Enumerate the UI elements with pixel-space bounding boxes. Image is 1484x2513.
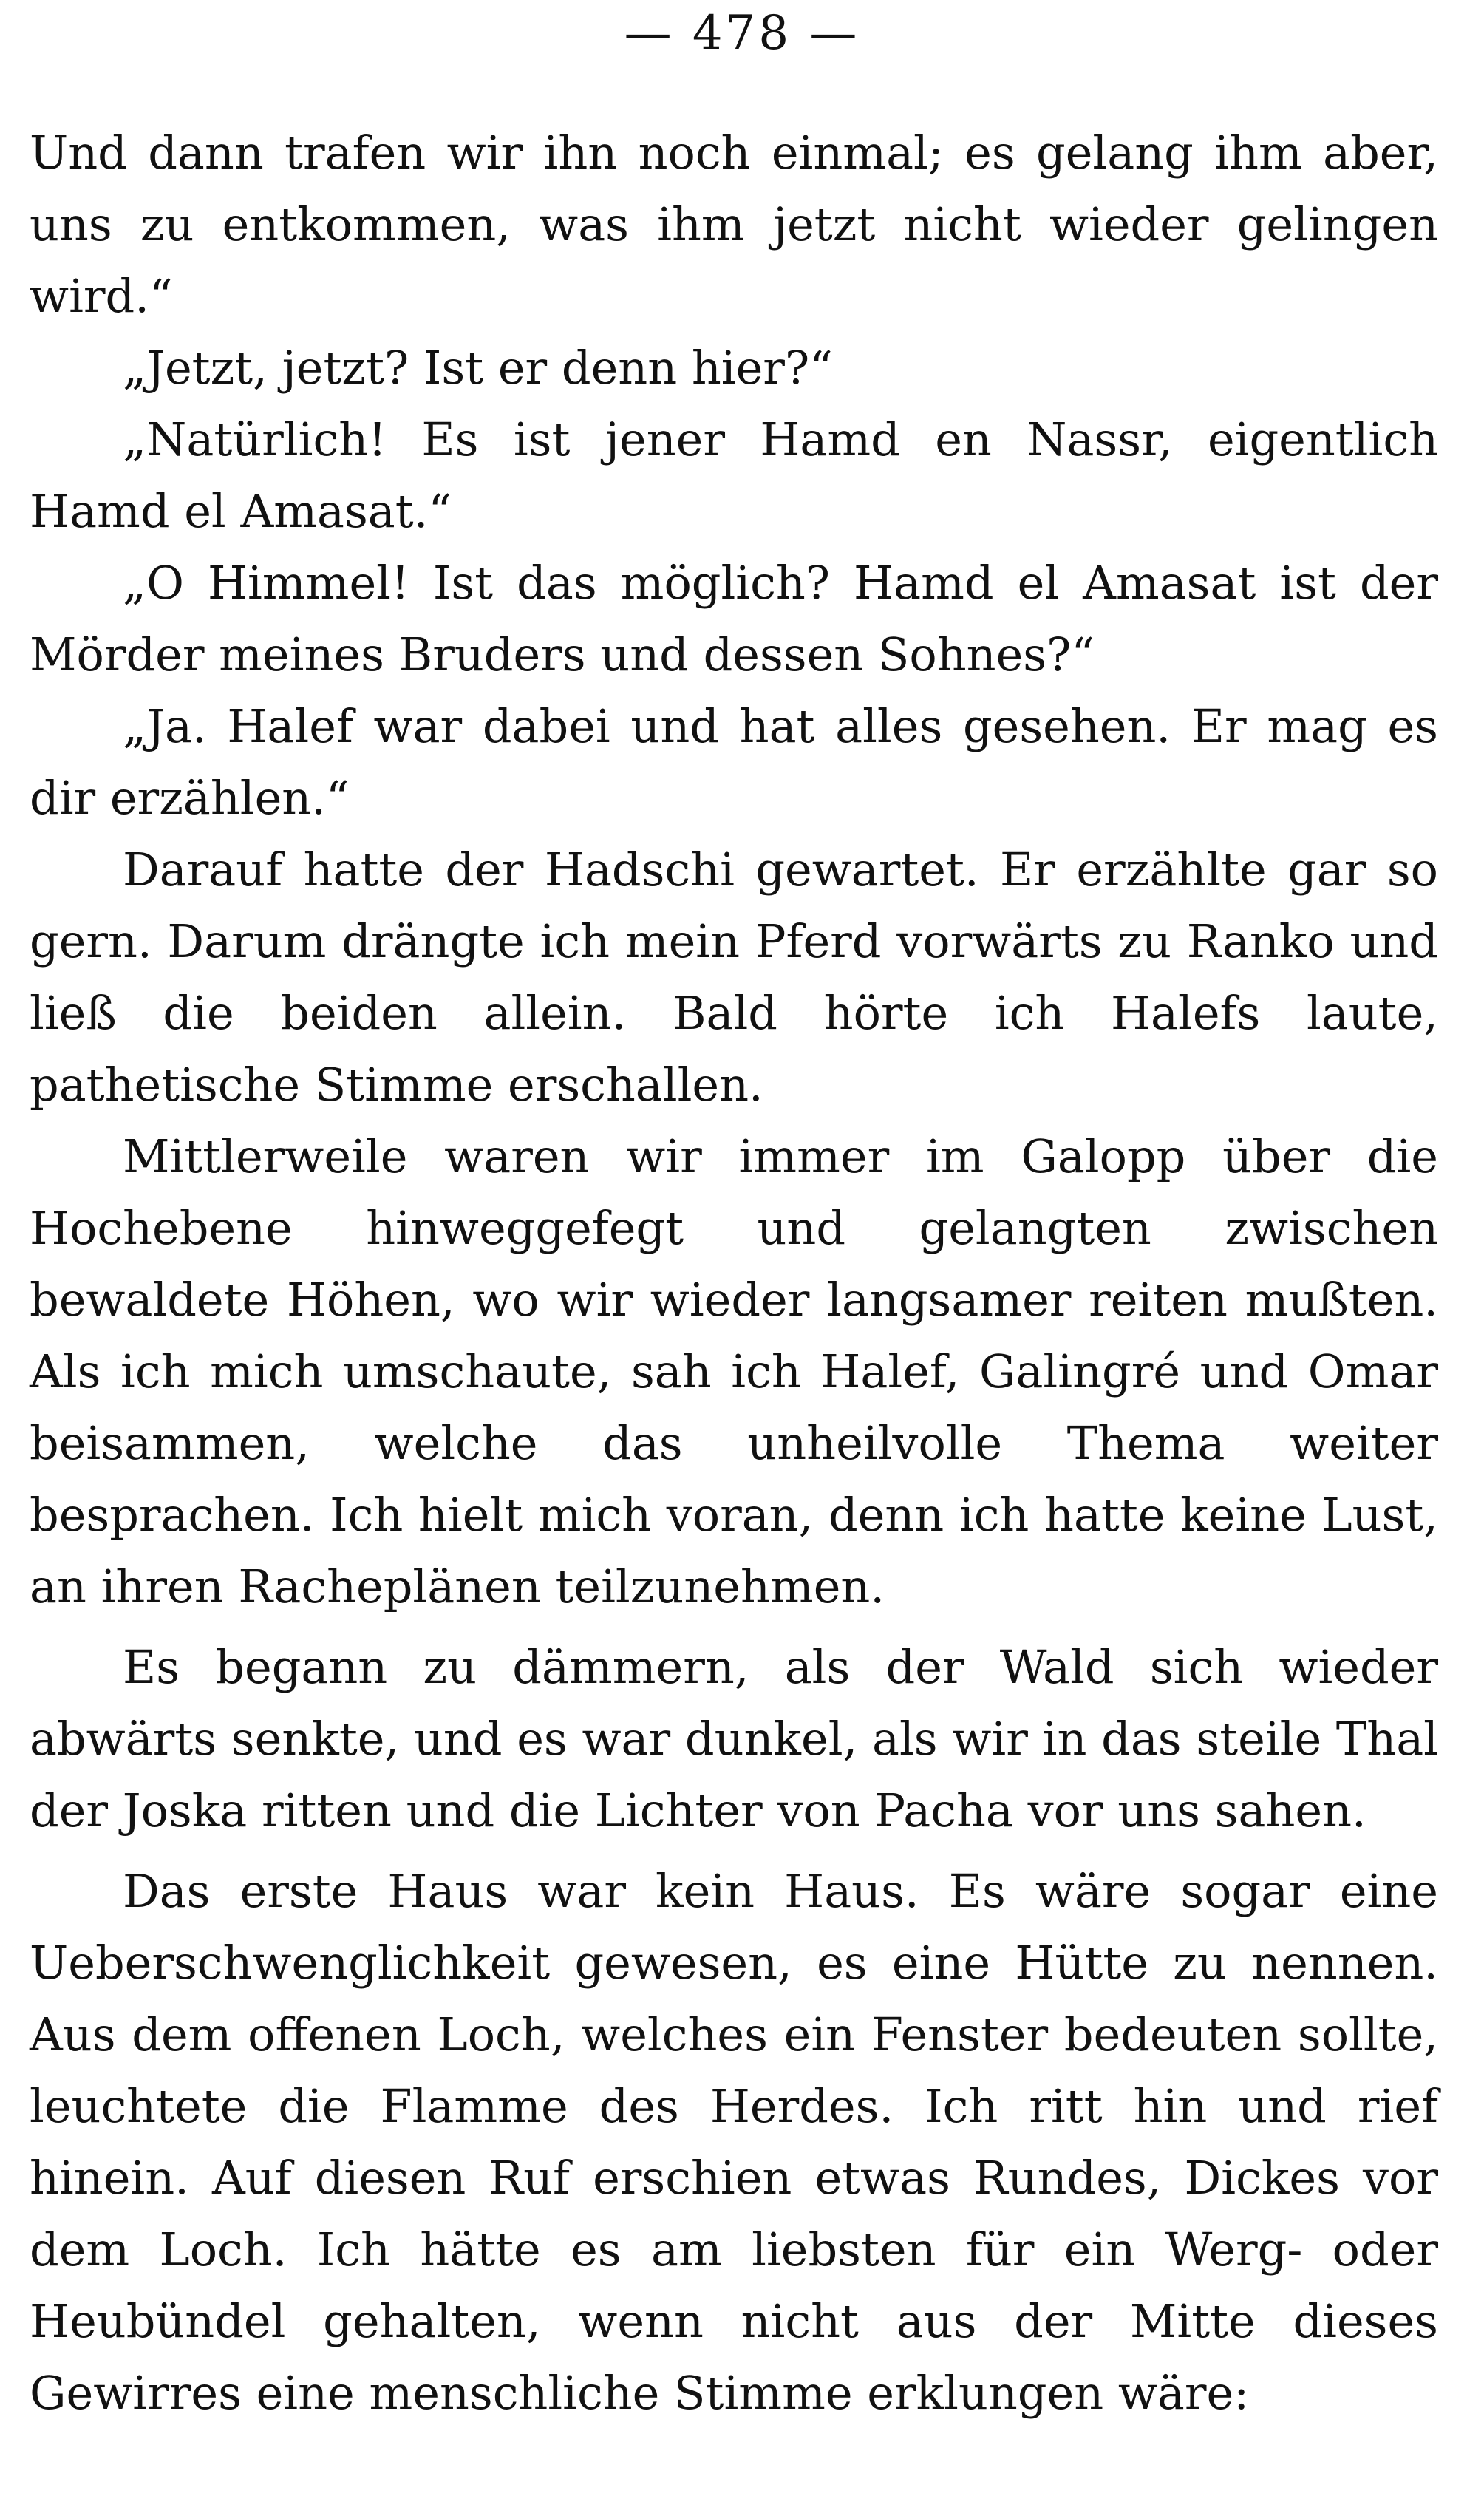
paragraph: „Natürlich! Es ist jener Hamd en Nassr, eigentlich Hamd el Amasat.“: [30, 412, 1438, 538]
paragraph: Es begann zu dämmern, als der Wald sich wieder abwärts senkte, und es war dunkel, als wir in das steile Thal der Joska ritten und die Lichter von Pacha vor uns sahen.: [30, 1640, 1438, 1837]
paragraph: Mittlerweile waren wir immer im Galopp über die Hochebene hinweggefegt und gelangten zwischen bewaldete Höhen, wo wir wieder langsamer reiten mußten. Als ich mich umschaute, sah ich Halef, Galingré und Omar beisammen, welche das unheilvolle Thema weiter besprachen. Ich hielt mich voran, denn ich hatte keine Lust, an ihren Racheplänen teilzunehmen.: [30, 1129, 1438, 1613]
paragraph: Das erste Haus war kein Haus. Es wäre sogar eine Ueberschwenglichkeit gewesen, es eine Hütte zu nennen. Aus dem offenen Loch, welches ein Fenster bedeuten sollte, leuchtete die Flamme des Herdes. Ich ritt hin und rief hinein. Auf diesen Ruf erschien etwas Rundes, Dickes vor dem Loch. Ich hätte es am liebsten für ein Werg- oder Heubündel gehalten, wenn nicht aus der Mitte dieses Gewirres eine menschliche Stimme erklungen wäre:: [30, 1864, 1438, 2420]
paragraph: „Ja. Halef war dabei und hat alles gesehen. Er mag es dir erzählen.“: [30, 699, 1438, 825]
paragraph: „O Himmel! Ist das möglich? Hamd el Amasat ist der Mörder meines Bruders und dessen Sohnes?“: [30, 556, 1438, 681]
body-text: [30, 117, 1438, 2429]
page-number: — 478 —: [624, 6, 860, 61]
paragraph: Darauf hatte der Hadschi gewartet. Er erzählte gar so gern. Darum drängte ich mein Pferd vorwärts zu Ranko und ließ die beiden allein. Bald hörte ich Halefs laute, pathetische Stimme erschallen.: [30, 843, 1438, 1112]
paragraph: Und dann trafen wir ihn noch einmal; es gelang ihm aber, uns zu entkommen, was ihm jetzt nicht wieder gelingen wird.“: [30, 126, 1438, 323]
paragraph: „Jetzt, jetzt? Ist er denn hier?“: [123, 341, 833, 395]
